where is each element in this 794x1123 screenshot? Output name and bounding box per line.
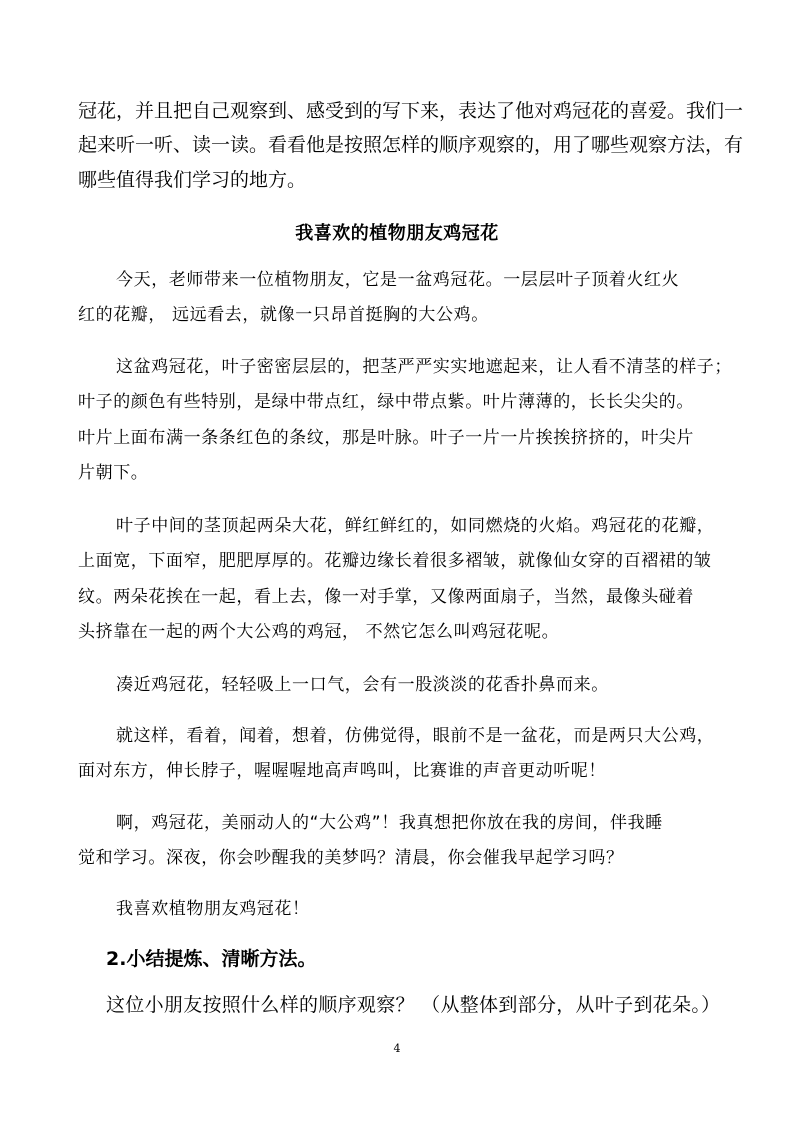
essay-p6-line-1: 啊，鸡冠花，美丽动人的“大公鸡”！我真想把你放在我的房间，伴我睡 bbox=[116, 813, 663, 833]
intro-line-1: 冠花，并且把自己观察到、感受到的写下来，表达了他对鸡冠花的喜爱。我们一 bbox=[78, 100, 744, 122]
essay-p3-line-1: 叶子中间的茎顶起两朵大花，鲜红鲜红的，如同燃烧的火焰。鸡冠花的花瓣， bbox=[116, 516, 715, 536]
page-number: 4 bbox=[393, 1042, 401, 1055]
essay-p1-line-1: 今天，老师带来一位植物朋友，它是一盆鸡冠花。一层层叶子顶着火红火 bbox=[116, 270, 680, 290]
question-line: 这位小朋友按照什么样的顺序观察？ （从整体到部分，从叶子到花朵。） bbox=[106, 994, 721, 1016]
essay-title: 我喜欢的植物朋友鸡冠花 bbox=[295, 223, 499, 244]
essay-p1-line-2: 红的花瓣， 远远看去，就像一只昂首挺胸的大公鸡。 bbox=[78, 305, 489, 325]
intro-line-2: 起来听一听、读一读。看看他是按照怎样的顺序观察的，用了哪些观察方法，有 bbox=[78, 134, 744, 156]
essay-p2-line-1: 这盆鸡冠花，叶子密密层层的，把茎严严实实地遮起来，让人看不清茎的样子； bbox=[116, 357, 732, 377]
essay-p5-line-2: 面对东方，伸长脖子，喔喔喔地高声鸣叫，比赛谁的声音更动听呢！ bbox=[78, 761, 606, 781]
essay-p7-line-1: 我喜欢植物朋友鸡冠花！ bbox=[116, 899, 310, 919]
essay-p3-line-2: 上面宽，下面窄，肥肥厚厚的。花瓣边缘长着很多褶皱，就像仙女穿的百褶裙的皱 bbox=[78, 551, 712, 571]
essay-p5-line-1: 就这样，看着，闻着，想着，仿佛觉得，眼前不是一盆花，而是两只大公鸡， bbox=[116, 726, 715, 746]
essay-p2-line-3: 叶片上面布满一条条红色的条纹，那是叶脉。叶子一片一片挨挨挤挤的，叶尖片 bbox=[78, 428, 694, 448]
essay-p2-line-2: 叶子的颜色有些特别，是绿中带点红，绿中带点紫。叶片薄薄的，长长尖尖的。 bbox=[78, 392, 694, 412]
essay-p3-line-3: 纹。两朵花挨在一起，看上去，像一对手掌，又像两面扇子，当然，最像头碰着 bbox=[78, 587, 694, 607]
intro-line-3: 哪些值得我们学习的地方。 bbox=[78, 169, 307, 191]
essay-p4-line-1: 凑近鸡冠花，轻轻吸上一口气，会有一股淡淡的花香扑鼻而来。 bbox=[116, 675, 609, 695]
essay-p6-line-2: 觉和学习。深夜，你会吵醒我的美梦吗？清晨，你会催我早起学习吗？ bbox=[78, 848, 624, 868]
essay-p3-line-4: 头挤靠在一起的两个大公鸡的鸡冠， 不然它怎么叫鸡冠花呢。 bbox=[78, 622, 560, 642]
essay-p2-line-4: 片朝下。 bbox=[78, 463, 149, 483]
section-heading: 2.小结提炼、清晰方法。 bbox=[106, 948, 317, 970]
